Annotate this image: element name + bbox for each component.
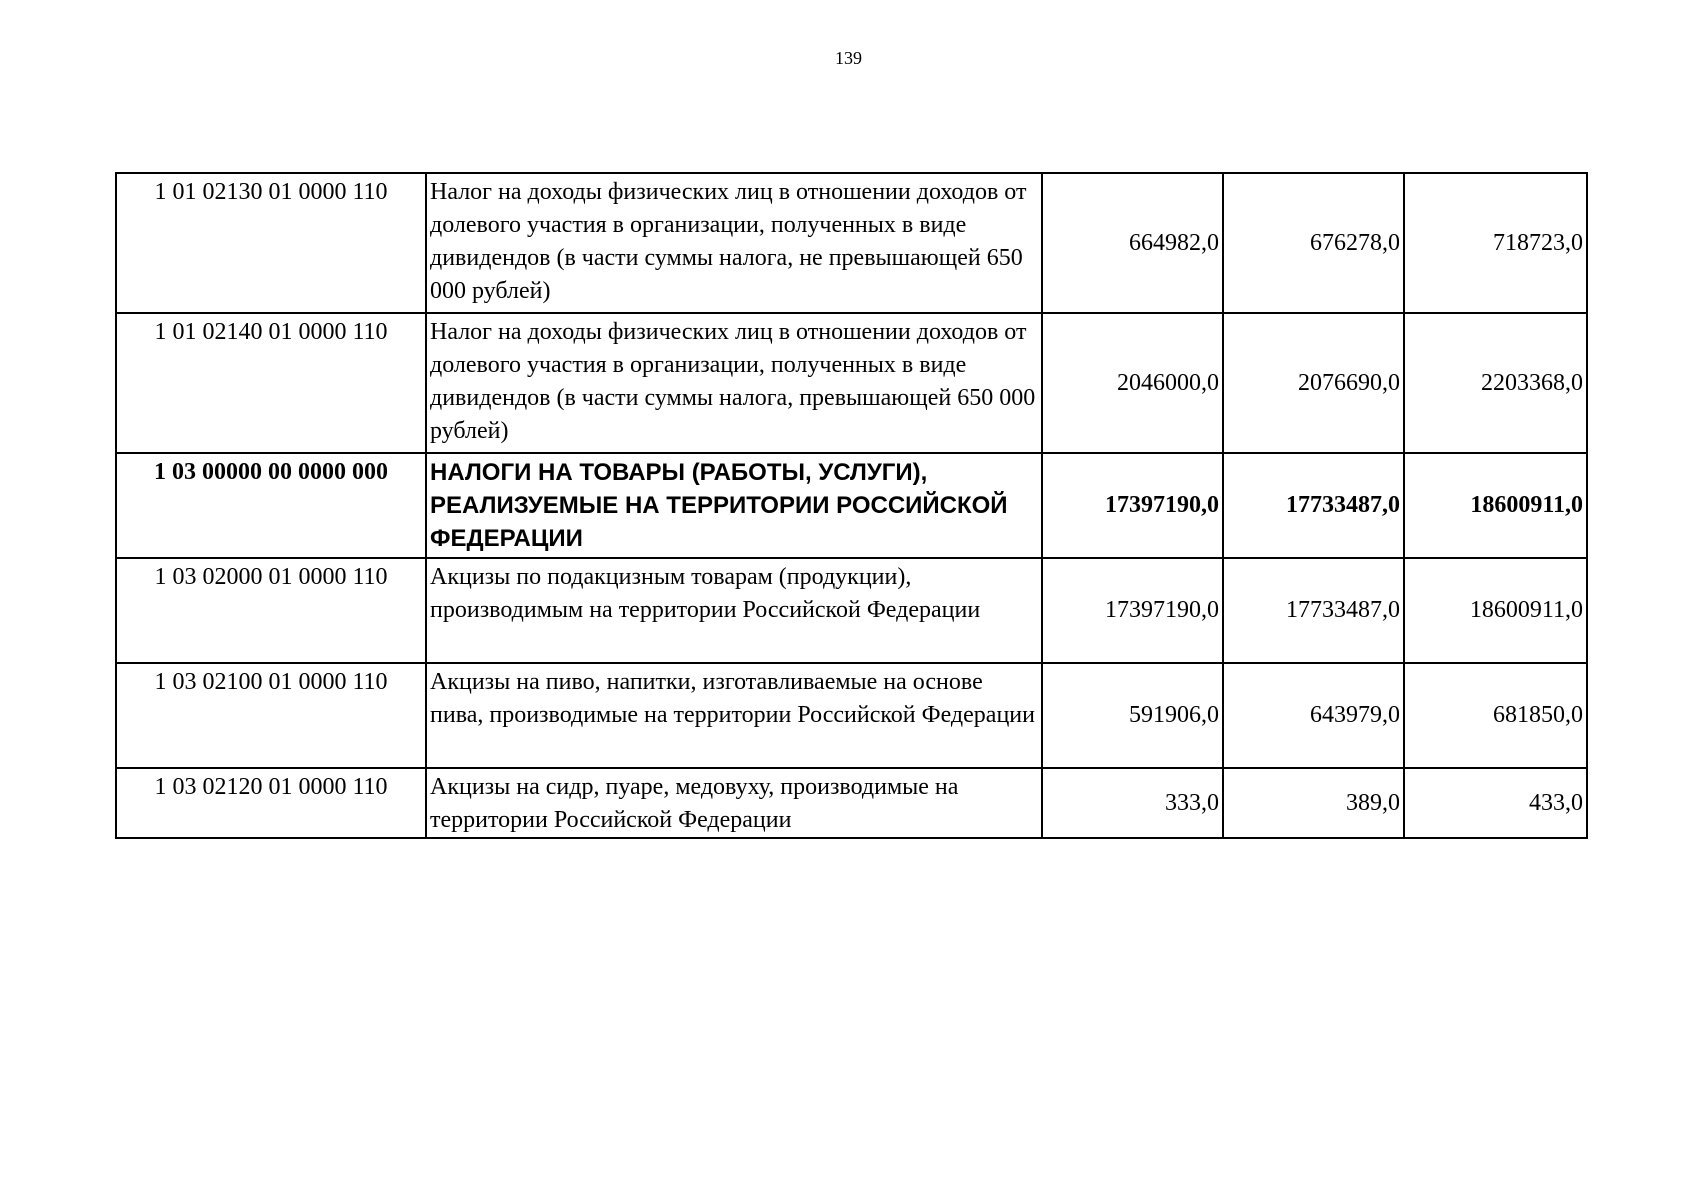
value-year-3: 18600911,0	[1404, 453, 1587, 558]
value-year-3: 18600911,0	[1404, 558, 1587, 663]
revenue-name: Акцизы на пиво, напитки, изготавливаемые на основе пива, производимые на территории Российской Федерации	[426, 663, 1042, 768]
value-year-1: 2046000,0	[1042, 313, 1223, 453]
value-year-3: 718723,0	[1404, 173, 1587, 313]
classification-code: 1 03 02100 01 0000 110	[116, 663, 426, 768]
table-row	[116, 173, 1587, 313]
value-year-2: 17733487,0	[1223, 453, 1404, 558]
table-row	[116, 663, 1587, 768]
classification-code: 1 03 02120 01 0000 110	[116, 768, 426, 838]
revenue-name: Налог на доходы физических лиц в отношении доходов от долевого участия в организации, полученных в виде дивидендов (в части суммы налога, не превышающей 650 000 рублей)	[426, 173, 1042, 313]
classification-code: 1 03 02000 01 0000 110	[116, 558, 426, 663]
value-year-1: 664982,0	[1042, 173, 1223, 313]
value-year-2: 17733487,0	[1223, 558, 1404, 663]
classification-code: 1 01 02140 01 0000 110	[116, 313, 426, 453]
classification-code: 1 03 00000 00 0000 000	[116, 453, 426, 558]
budget-table	[115, 172, 1588, 839]
revenue-name: Налог на доходы физических лиц в отношении доходов от долевого участия в организации, полученных в виде дивидендов (в части суммы налога, превышающей 650 000 рублей)	[426, 313, 1042, 453]
table-row	[116, 768, 1587, 838]
value-year-1: 333,0	[1042, 768, 1223, 838]
value-year-1: 17397190,0	[1042, 558, 1223, 663]
page-number: 139	[835, 48, 862, 68]
revenue-name: НАЛОГИ НА ТОВАРЫ (РАБОТЫ, УСЛУГИ), РЕАЛИЗУЕМЫЕ НА ТЕРРИТОРИИ РОССИЙСКОЙ ФЕДЕРАЦИИ	[426, 453, 1042, 558]
value-year-2: 389,0	[1223, 768, 1404, 838]
value-year-3: 681850,0	[1404, 663, 1587, 768]
value-year-2: 2076690,0	[1223, 313, 1404, 453]
value-year-3: 433,0	[1404, 768, 1587, 838]
value-year-3: 2203368,0	[1404, 313, 1587, 453]
revenue-name: Акцизы на сидр, пуаре, медовуху, производимые на территории Российской Федерации	[426, 768, 1042, 838]
value-year-2: 643979,0	[1223, 663, 1404, 768]
classification-code: 1 01 02130 01 0000 110	[116, 173, 426, 313]
value-year-1: 17397190,0	[1042, 453, 1223, 558]
revenue-name: Акцизы по подакцизным товарам (продукции), производимым на территории Российской Федерации	[426, 558, 1042, 663]
table-row	[116, 313, 1587, 453]
value-year-1: 591906,0	[1042, 663, 1223, 768]
table-row	[116, 558, 1587, 663]
value-year-2: 676278,0	[1223, 173, 1404, 313]
table-row-section	[116, 453, 1587, 558]
